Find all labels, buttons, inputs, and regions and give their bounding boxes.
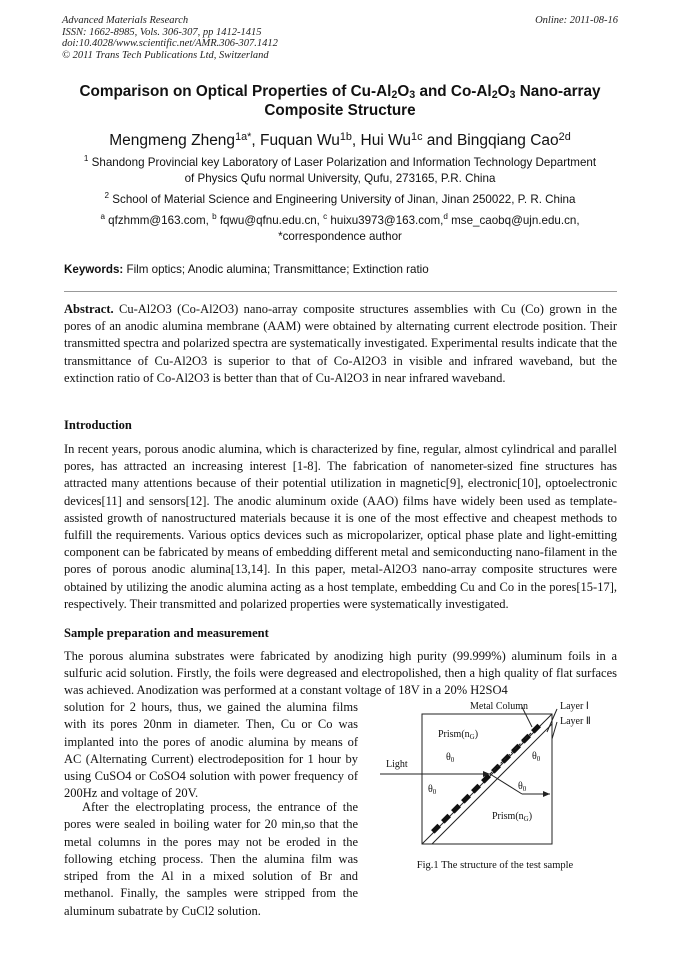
emails: $^a$ qfzhmm@163.com, $^b$ fqwu@qfnu.edu.cn, $^c$ huixu3973@163.com,$^d$ mse_caobq@ujn.edu.cn, *correspondence author [100,212,580,243]
issn: ISSN: 1662-8985, Vols. 306-307, pp 1412-1415 [62,26,262,38]
svg-text:θ0: $\theta_0$ [446,752,455,764]
svg-text:Prism(nG): $Prism(n_G)$ [492,811,533,823]
paper-title: Comparison on Optical Properties of $Cu-Al_2O_3$ and $Co-Al_2O_3$ Nano-array Composite Structure [79,83,601,119]
doi: doi:10.4028/www.scientific.net/AMR.306-307.1412 [62,38,278,50]
label-light: Light [386,759,408,770]
svg-text:Prism(nG): $Prism(n_G)$ [438,729,479,741]
introduction-text: In recent years, porous anodic alumina, which is characterized by fine, regular, almost cylindrical and parallel pores, has attracted an increasing interest [1-8]. The fabrication of nanometer-sized fine structures has attracted many attentions because of their potential utilization in magnetic[9], electronic[10], optoelectronic devices[11] and sensors[12]. The anodic aluminum oxide (AAO) films have widely been used as template-assisted growth of nanostructured materials because it is one of the most effective and cheapest methods to fulfill the requirements. Various optics devices such as micropolarizer, optical phase plate and light-emitting component can be fabricated by means of embedding different metal and semiconducting nano-filament in the pores of porous anodic alumina[13,14]. In this paper, metal-Al2O3 nano-array composite structures were obtained by utilizing the anodic alumina acting as a host template, embedding Cu and Co in the pores[15-17], respectively. Their transmitted and polarized properties were systematically investigated. [64,442,617,611]
label-prism-top: Prism(n [438,729,470,740]
label-metal-column: Metal Column [470,701,529,712]
label-prism-bottom: Prism(n [492,811,524,822]
online-date: Online: 2011-08-16 [535,15,618,26]
sample-text: The porous alumina substrates were fabricated by anodizing high purity (99.999%) aluminum foils in a sulfuric acid solution. Firstly, the foils were degreased and electropolished, then a high quality of flat surfaces was achieved. Anodization was performed at a constant voltage of 18V in a 20% H2SO4 [64,649,617,698]
introduction-heading: Introduction [64,418,132,432]
label-layer-2: Layer Ⅱ [560,716,591,727]
author-list: Mengmeng Zheng$^{1a*}$, Fuquan $Wu^{1b}$, Hui $Wu^{1c}$ and Bingqiang Cao$^{2d}$ [109,131,571,149]
copyright: © 2011 Trans Tech Publications Ltd, Switzerland [62,49,269,61]
journal-header [62,15,618,61]
keywords: Keywords: Film optics; Anodic alumina; Transmittance; Extinction ratio [64,263,429,276]
label-layer-1: Layer Ⅰ [560,701,589,712]
affiliation-1: $^1$ Shandong Provincial key Laboratory of Laser Polarization and Information Technology Department of Physics Qufu normal University, Qufu, 273165, P.R. China [83,154,597,185]
divider [64,291,617,292]
journal-name: Advanced Materials Research [62,15,189,26]
figure-caption: Fig.1 The structure of the test sample [416,860,574,871]
sample-column-text-1: solution for 2 hours, thus, we gained the alumina films with its pores 20nm in diameter. Then, Cu or Co was implanted into the pores of anodic alumina by means of AC (Alternating Current) electrodeposition for 1 hour by using CuSO4 or CoSO4 solution with power frequency of 200Hz and voltage of 20V. [64,700,358,801]
affiliation-2: $^2$ School of Material Science and Engineering University of Jinan, Jinan 250022, P. R. China [104,191,576,206]
svg-text:θ0: $\theta_0$ [518,781,527,793]
sample-column-text-2: After the electroplating process, the entrance of the pores were sealed in boiling water for 20 min,so that the metal columns in the pores may not be eroded in the following etching process. Then the alumina film was striped from the Al in a mixed solution of Br and methanol. Finally, the samples were stripped from the aluminum subatrate by CuCl2 solution. [64,800,358,918]
sample-heading: Sample preparation and measurement [64,626,269,640]
svg-text:θ0: $\theta_0$ [428,784,437,796]
abstract: Abstract. Cu-Al2O3 (Co-Al2O3) nano-array composite structures assemblies with Cu (Co) grown in the pores of an anodic alumina membrane (AAM) were obtained by alternating current electrode position. Their transmitted spectra and polarized spectra are systematically investigated. Experimental results indicate that the transmittance of Cu-Al2O3 is superior to that of Co-Al2O3 in visible and infrared waveband, but the extinction ratio of Co-Al2O3 is better than that of Cu-Al2O3 in near infrared waveband. [64,302,617,385]
svg-text:θ0: $\theta_0$ [532,751,541,763]
figure-test-sample-structure [372,697,618,887]
